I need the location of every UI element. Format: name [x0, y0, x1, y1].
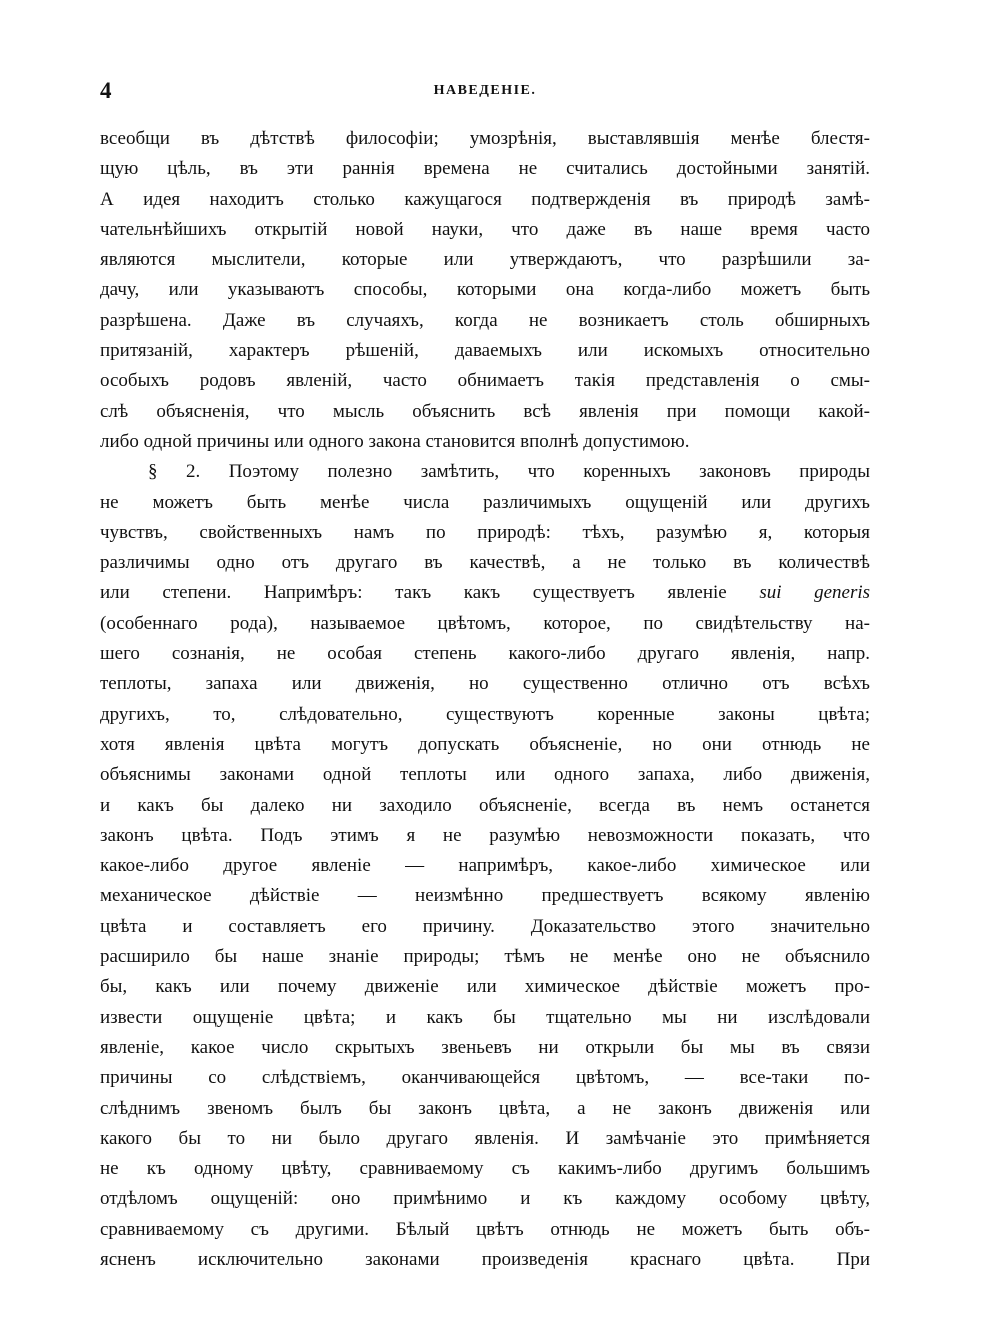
text-segment: или степени. Напримѣръ: такъ какъ существуетъ явленіе: [100, 582, 760, 604]
text-line: различимы одно отъ другаго въ качествѣ, а не только въ количествѣ: [100, 552, 870, 574]
text-line: щую цѣль, въ эти раннія времена не считались достойными занятій.: [100, 158, 870, 180]
text-line: притязаній, характеръ рѣшеній, даваемыхъ или искомыхъ относительно: [100, 340, 870, 362]
body-text: [100, 124, 870, 1275]
text-line: либо одной причины или одного закона становится вполнѣ допустимою.: [100, 430, 690, 452]
text-line: законъ цвѣта. Подъ этимъ я не разумѣю невозможности показать, что: [100, 824, 870, 846]
page-header: [100, 78, 870, 108]
text-line: хотя явленія цвѣта могутъ допускать объясненіе, но они отнюдь не: [100, 733, 870, 755]
text-line: разрѣшена. Даже въ случаяхъ, когда не возникаетъ столь обширныхъ: [100, 309, 870, 331]
text-line: слѣ объясненія, что мысль объяснить всѣ явленія при помощи какой-: [100, 400, 870, 422]
text-line: теплоты, запаха или движенія, но существенно отлично отъ всѣхъ: [100, 673, 870, 695]
text-line: не можетъ быть менѣе числа различимыхъ ощущеній или другихъ: [100, 491, 870, 513]
text-line: расширило бы наше знаніе природы; тѣмъ не менѣе оно не объяснило: [100, 946, 870, 968]
text-line: извести ощущеніе цвѣта; и какъ бы тщательно мы ни изслѣдовали: [100, 1006, 870, 1028]
text-line: какое-либо другое явленіе — напримѣръ, какое-либо химическое или: [100, 855, 870, 877]
text-line: цвѣта и составляетъ его причину. Доказательство этого значительно: [100, 915, 870, 937]
text-line: особыхъ родовъ явленій, часто обнимаетъ такія представленія о смы-: [100, 370, 870, 392]
text-line: (особеннаго рода), называемое цвѣтомъ, которое, по свидѣтельству на-: [100, 612, 870, 634]
text-line: слѣднимъ звеномъ былъ бы законъ цвѣта, а не законъ движенія или: [100, 1097, 870, 1119]
page-number: 4: [100, 78, 112, 103]
text-line: дачу, или указываютъ способы, которыми она когда-либо можетъ быть: [100, 279, 870, 301]
text-line: явленіе, какое число скрытыхъ звеньевъ ни открыли бы мы въ связи: [100, 1036, 870, 1058]
italic-phrase: sui generis: [759, 582, 870, 604]
text-line-with-italic: [100, 578, 870, 608]
text-line: и какъ бы далеко ни заходило объясненіе, всегда въ немъ останется: [100, 794, 870, 816]
text-line: всеобщи въ дѣтствѣ философіи; умозрѣнія, выставлявшія менѣе блестя-: [100, 128, 870, 149]
text-line: бы, какъ или почему движеніе или химическое дѣйствіе можетъ про-: [100, 976, 870, 998]
text-line: являются мыслители, которые или утверждаютъ, что разрѣшили за-: [100, 249, 870, 271]
section-start-line: § 2. Поэтому полезно замѣтить, что коренныхъ законовъ природы: [148, 461, 870, 483]
text-line: чувствъ, свойственныхъ намъ по природѣ: тѣхъ, разумѣю я, которыя: [100, 521, 870, 543]
running-head: НАВЕДЕНІЕ.: [433, 83, 537, 98]
text-line: механическое дѣйствіе — неизмѣнно предшествуетъ всякому явленію: [100, 885, 870, 907]
text-line: чательнѣйшихъ открытій новой науки, что даже въ наше время часто: [100, 218, 870, 240]
text-line: А идея находитъ столько кажущагося подтвержденія въ природѣ замѣ-: [100, 188, 870, 210]
text-line: какого бы то ни было другаго явленія. И замѣчаніе это примѣняется: [100, 1127, 870, 1149]
text-line: сравниваемому съ другими. Бѣлый цвѣтъ отнюдь не можетъ быть объ-: [100, 1218, 870, 1240]
text-line: не къ одному цвѣту, сравниваемому съ какимъ-либо другимъ большимъ: [100, 1158, 870, 1180]
text-line: шего сознанія, не особая степень какого-либо другаго явленія, напр.: [100, 643, 870, 665]
text-line: объяснимы законами одной теплоты или одного запаха, либо движенія,: [100, 764, 870, 786]
text-line: ясненъ исключительно законами произведенія краснаго цвѣта. При: [100, 1248, 870, 1270]
text-line: отдѣломъ ощущеній: оно примѣнимо и къ каждому особому цвѣту,: [100, 1188, 870, 1210]
text-line: другихъ, то, слѣдовательно, существуютъ коренные законы цвѣта;: [100, 703, 870, 725]
text-line: причины со слѣдствіемъ, оканчивающейся цвѣтомъ, — все-таки по-: [100, 1067, 870, 1089]
